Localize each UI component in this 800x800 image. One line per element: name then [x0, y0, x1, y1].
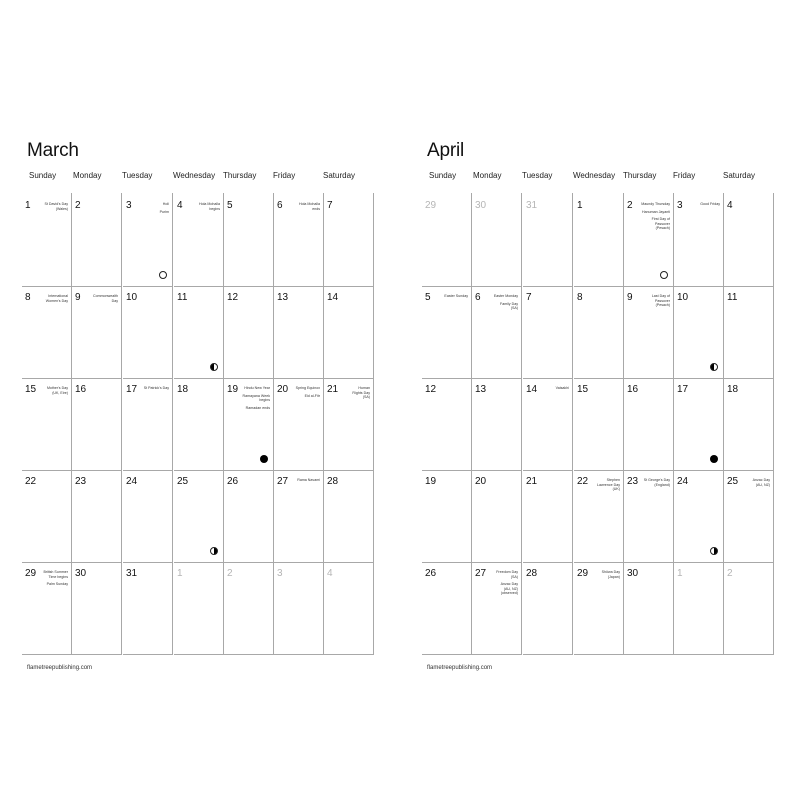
day-number: 15: [577, 384, 589, 395]
event-label: Hanuman Jayanti: [642, 209, 670, 214]
day-cell: [422, 193, 472, 287]
month-title: April: [427, 140, 465, 161]
day-number: 31: [126, 568, 138, 579]
event-label: Commonwealth Day: [93, 294, 118, 303]
full-moon-icon: [159, 271, 167, 279]
event-label: Anzac Day (AU, NZ) (observed): [500, 582, 518, 596]
day-cell: [724, 561, 774, 655]
day-number: 22: [25, 476, 37, 487]
day-events: [686, 202, 720, 210]
day-cell: [624, 193, 674, 287]
day-cell: [72, 561, 122, 655]
day-cell: [174, 469, 224, 563]
day-events: [135, 386, 169, 394]
day-cell: [123, 469, 173, 563]
new-moon-icon: [710, 455, 718, 463]
day-cell: [274, 193, 324, 287]
day-cell: [523, 285, 573, 379]
event-label: Hola Mohalla begins: [199, 202, 220, 211]
full-moon-icon: [660, 271, 668, 279]
event-label: Eid al-Fitr: [304, 393, 320, 398]
day-number: 3: [126, 200, 132, 211]
day-number: 6: [277, 200, 283, 211]
day-cell: [72, 285, 122, 379]
event-label: Easter Sunday: [444, 294, 468, 298]
day-cell: [174, 193, 224, 287]
day-cell: [72, 377, 122, 471]
day-number: 12: [227, 292, 239, 303]
event-label: Easter Monday: [493, 294, 518, 298]
day-number: 29: [577, 568, 589, 579]
day-cell: [422, 561, 472, 655]
day-number: 16: [75, 384, 87, 395]
publisher-footer: flametreepublishing.com: [27, 665, 93, 671]
day-number: 2: [727, 568, 733, 579]
day-number: 19: [227, 384, 239, 395]
day-events: [34, 570, 68, 590]
event-label: St George's Day (England): [643, 478, 670, 487]
day-cell: [274, 561, 324, 655]
day-cell: [324, 285, 374, 379]
event-label: Hola Mohalla ends: [299, 202, 320, 211]
day-cell: [123, 561, 173, 655]
event-label: Mother's Day (UK, Eire): [46, 386, 68, 395]
day-number: 4: [727, 200, 733, 211]
weekday-label: Wednesday: [573, 171, 616, 180]
day-cell: [472, 193, 522, 287]
day-number: 3: [677, 200, 683, 211]
day-cell: [224, 377, 274, 471]
day-number: 27: [475, 568, 487, 579]
day-events: [586, 478, 620, 495]
day-events: [736, 478, 770, 490]
day-number: 17: [677, 384, 689, 395]
weekday-label: Friday: [273, 171, 296, 180]
day-cell: [724, 377, 774, 471]
day-cell: [574, 469, 624, 563]
new-moon-icon: [260, 455, 268, 463]
day-cell: [523, 193, 573, 287]
day-number: 15: [25, 384, 37, 395]
day-number: 29: [25, 568, 37, 579]
day-cell: [22, 469, 72, 563]
day-number: 14: [327, 292, 339, 303]
day-number: 14: [526, 384, 538, 395]
day-cell: [72, 469, 122, 563]
day-cell: [274, 285, 324, 379]
day-cell: [472, 469, 522, 563]
day-number: 24: [126, 476, 138, 487]
day-number: 8: [25, 292, 31, 303]
day-number: 23: [75, 476, 87, 487]
day-number: 23: [627, 476, 639, 487]
event-label: Family Day (SA): [500, 301, 518, 311]
day-cell: [472, 285, 522, 379]
day-number: 22: [577, 476, 589, 487]
event-label: Freedom Day (SA): [496, 570, 518, 579]
day-cell: [324, 561, 374, 655]
day-number: 1: [677, 568, 683, 579]
event-label: Maundy Thursday: [641, 202, 670, 206]
day-number: 24: [677, 476, 689, 487]
day-events: [135, 202, 169, 217]
day-cell: [574, 285, 624, 379]
event-label: Human Rights Day (SA): [352, 386, 370, 400]
weekday-label: Monday: [73, 171, 102, 180]
day-number: 28: [327, 476, 339, 487]
event-label: Palm Sunday: [46, 582, 68, 587]
weekday-label: Wednesday: [173, 171, 216, 180]
day-cell: [674, 561, 724, 655]
day-number: 1: [177, 568, 183, 579]
day-cell: [724, 469, 774, 563]
event-label: Vaisakhi: [555, 386, 569, 390]
day-number: 18: [727, 384, 739, 395]
event-label: St Patrick's Day: [143, 386, 169, 390]
weekday-label: Monday: [473, 171, 502, 180]
event-label: Ramayana Week begins: [242, 393, 270, 403]
day-cell: [624, 561, 674, 655]
day-cell: [472, 377, 522, 471]
weekday-label: Sunday: [429, 171, 457, 180]
day-cell: [574, 193, 624, 287]
weekday-label: Thursday: [223, 171, 257, 180]
day-number: 5: [425, 292, 431, 303]
day-number: 9: [627, 292, 633, 303]
day-number: 6: [475, 292, 481, 303]
day-cell: [324, 469, 374, 563]
day-cell: [123, 285, 173, 379]
day-number: 2: [227, 568, 233, 579]
day-cell: [224, 285, 274, 379]
day-cell: [624, 469, 674, 563]
event-label: Ramadan ends: [245, 405, 270, 410]
day-cell: [523, 561, 573, 655]
day-cell: [22, 193, 72, 287]
day-cell: [674, 469, 724, 563]
event-label: First Day of Passover (Pesach): [651, 217, 670, 231]
day-cell: [274, 469, 324, 563]
event-label: Last Day of Passover (Pesach): [651, 294, 670, 308]
weekday-label: Friday: [673, 171, 696, 180]
event-label: Hindu New Year: [244, 386, 270, 390]
day-cell: [674, 377, 724, 471]
day-cell: [472, 561, 522, 655]
day-number: 4: [327, 568, 333, 579]
day-events: [34, 386, 68, 398]
day-cell: [22, 377, 72, 471]
day-number: 17: [126, 384, 138, 395]
day-events: [84, 294, 118, 306]
day-number: 9: [75, 292, 81, 303]
day-number: 30: [475, 200, 487, 211]
day-number: 4: [177, 200, 183, 211]
day-number: 18: [177, 384, 189, 395]
day-events: [236, 386, 270, 413]
day-number: 26: [425, 568, 437, 579]
day-cell: [123, 377, 173, 471]
first-quarter-moon-icon: [710, 547, 718, 555]
last-quarter-moon-icon: [210, 363, 218, 371]
day-number: 19: [425, 476, 437, 487]
day-number: 26: [227, 476, 239, 487]
day-events: [586, 570, 620, 582]
weekday-label: Thursday: [623, 171, 657, 180]
weekday-label: Saturday: [723, 171, 756, 180]
day-number: 31: [526, 200, 538, 211]
day-number: 2: [627, 200, 633, 211]
weekday-label: Tuesday: [522, 171, 553, 180]
day-cell: [22, 561, 72, 655]
day-cell: [574, 377, 624, 471]
day-number: 13: [475, 384, 487, 395]
day-number: 20: [475, 476, 487, 487]
day-number: 11: [177, 292, 188, 303]
day-cell: [422, 469, 472, 563]
day-number: 10: [126, 292, 138, 303]
day-number: 7: [327, 200, 333, 211]
day-number: 30: [627, 568, 639, 579]
day-cell: [674, 193, 724, 287]
day-cell: [224, 193, 274, 287]
day-events: [286, 386, 320, 401]
event-label: British Summer Time begins: [43, 570, 68, 579]
day-events: [434, 294, 468, 302]
day-number: 5: [227, 200, 233, 211]
day-cell: [224, 561, 274, 655]
day-cell: [22, 285, 72, 379]
event-label: International Women's Day: [45, 294, 68, 303]
day-events: [286, 202, 320, 214]
day-number: 3: [277, 568, 283, 579]
day-cell: [674, 285, 724, 379]
day-cell: [624, 285, 674, 379]
event-label: Stephen Lawrence Day (UK): [597, 478, 620, 492]
day-events: [484, 570, 518, 599]
day-events: [336, 386, 370, 403]
day-number: 8: [577, 292, 583, 303]
day-cell: [523, 469, 573, 563]
day-cell: [72, 193, 122, 287]
calendar-page-april: [400, 0, 800, 800]
event-label: Good Friday: [700, 202, 720, 206]
day-cell: [574, 561, 624, 655]
day-cell: [724, 193, 774, 287]
day-cell: [224, 469, 274, 563]
event-label: Anzac Day (AU, NZ): [752, 478, 770, 487]
day-cell: [174, 285, 224, 379]
day-number: 11: [727, 292, 738, 303]
day-number: 13: [277, 292, 289, 303]
day-events: [535, 386, 569, 394]
day-cell: [174, 377, 224, 471]
day-cell: [123, 193, 173, 287]
day-events: [34, 202, 68, 214]
day-cell: [422, 285, 472, 379]
day-number: 29: [425, 200, 437, 211]
weekday-label: Tuesday: [122, 171, 153, 180]
first-quarter-moon-icon: [210, 547, 218, 555]
day-events: [34, 294, 68, 306]
day-cell: [174, 561, 224, 655]
day-number: 1: [577, 200, 583, 211]
day-number: 21: [327, 384, 339, 395]
day-number: 16: [627, 384, 639, 395]
day-number: 30: [75, 568, 87, 579]
day-cell: [324, 193, 374, 287]
day-events: [636, 478, 670, 490]
day-number: 10: [677, 292, 689, 303]
event-label: Holi: [162, 202, 169, 206]
day-cell: [523, 377, 573, 471]
day-cell: [724, 285, 774, 379]
day-cell: [422, 377, 472, 471]
event-label: St David's Day (Wales): [44, 202, 68, 211]
day-number: 7: [526, 292, 532, 303]
day-cell: [324, 377, 374, 471]
day-events: [636, 294, 670, 311]
day-number: 12: [425, 384, 437, 395]
day-number: 2: [75, 200, 81, 211]
publisher-footer: flametreepublishing.com: [427, 665, 493, 671]
day-number: 25: [177, 476, 189, 487]
month-title: March: [27, 140, 79, 161]
last-quarter-moon-icon: [710, 363, 718, 371]
day-number: 21: [526, 476, 538, 487]
day-cell: [624, 377, 674, 471]
weekday-label: Sunday: [29, 171, 57, 180]
day-number: 25: [727, 476, 739, 487]
day-events: [484, 294, 518, 314]
day-events: [186, 202, 220, 214]
day-number: 28: [526, 568, 538, 579]
event-label: Purim: [159, 209, 169, 214]
day-events: [636, 202, 670, 234]
weekday-label: Saturday: [323, 171, 356, 180]
day-events: [286, 478, 320, 486]
day-number: 20: [277, 384, 289, 395]
event-label: Spring Equinox: [295, 386, 320, 390]
day-cell: [274, 377, 324, 471]
event-label: Rama Navami: [297, 478, 320, 482]
day-number: 1: [25, 200, 31, 211]
day-number: 27: [277, 476, 289, 487]
event-label: Shōwa Day (Japan): [601, 570, 620, 579]
